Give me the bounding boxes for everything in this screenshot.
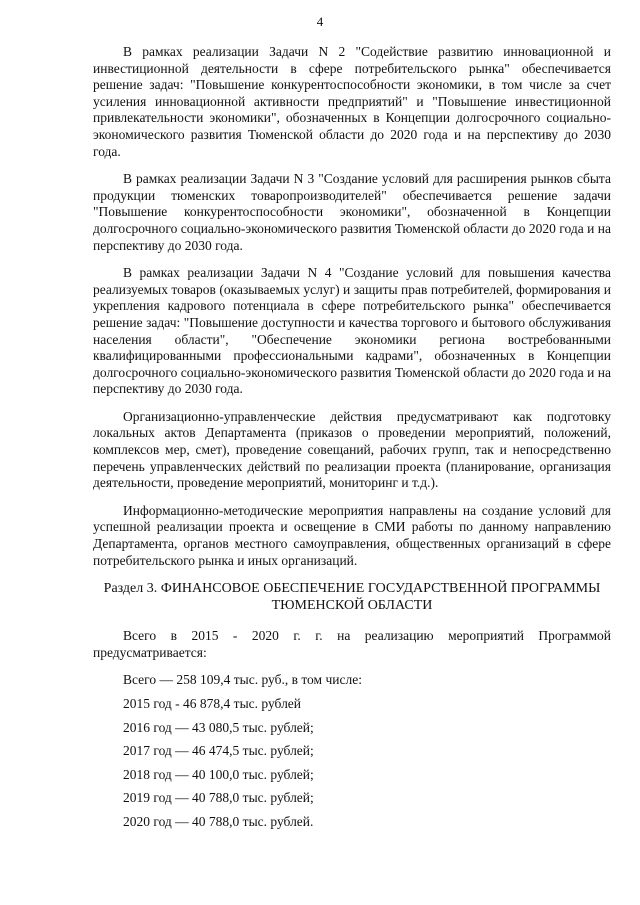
budget-year-2018: 2018 год — 40 100,0 тыс. рублей;	[123, 766, 314, 782]
section-heading: Раздел 3. ФИНАНСОВОЕ ОБЕСПЕЧЕНИЕ ГОСУДАРСТВЕННОЙ ПРОГРАММЫ ТЮМЕНСКОЙ ОБЛАСТИ	[103, 581, 601, 614]
paragraph-organizational-actions: Организационно-управленческие действия предусматривают как подготовку локальных актов Департамента (приказов о проведении мероприятий, положений, комплексов мер, смет), проведение совещаний, рабочих групп, так и непосредственно перечень управленческих действий по реализации проекта (планирование, организация деятельности, проведение мероприятий, мониторинг и т.д.).	[93, 408, 611, 491]
budget-year-2016: 2016 год — 43 080,5 тыс. рублей;	[123, 719, 314, 735]
budget-year-2020: 2020 год — 40 788,0 тыс. рублей.	[123, 813, 314, 829]
budget-year-2019: 2019 год — 40 788,0 тыс. рублей;	[123, 790, 314, 806]
budget-year-2015: 2015 год - 46 878,4 тыс. рублей	[123, 696, 302, 711]
page-number: 4	[316, 14, 324, 29]
paragraph-task-2: В рамках реализации Задачи N 2 "Содействие развитию инновационной и инвестиционной деятельности в сфере потребительского рынка" обеспечивается решение задач: "Повышение конкурентоспособности экономики, в том числе за счет усиления инновационной активности предприятий" и "Повышение инвестиционной привлекательности экономики", обозначенных в Концепции долгосрочного социально-экономического развития Тюменской области до 2020 года и на перспективу до 2030 года.	[93, 44, 611, 159]
paragraph-information-measures: Информационно-методические мероприятия направлены на создание условий для успешной реализации проекта и освещение в СМИ работы по данному направлению Департамента, органов местного самоуправления, общественных организаций в сфере потребительского рынка и иных организаций.	[93, 502, 611, 568]
document-body	[93, 44, 611, 838]
budget-list	[93, 672, 611, 830]
budget-year-2017: 2017 год — 46 474,5 тыс. рублей;	[123, 743, 314, 759]
paragraph-task-3: В рамках реализации Задачи N 3 "Создание условий для расширения рынков сбыта продукции тюменских товаропроизводителей" обеспечивается решение задачи "Повышение конкурентоспособности экономики", обозначенной в Концепции долгосрочного социально-экономического развития Тюменской области до 2020 года и на перспективу до 2030 года.	[93, 171, 611, 253]
budget-total: Всего — 258 109,4 тыс. руб., в том числе:	[123, 672, 362, 688]
paragraph-task-4: В рамках реализации Задачи N 4 "Создание условий для повышения качества реализуемых товаров (оказываемых услуг) и защиты прав потребителей, формирования и укрепления кадрового потенциала в сфере потребительского рынка" обеспечивается решение задач: "Повышение доступности и качества торгового и бытового обслуживания населения области", "Обеспечение экономики региона востребованными квалифицированными профессиональными кадрами", обозначенных в Концепции долгосрочного социально-экономического развития Тюменской области до 2020 года и на перспективу до 2030 года.	[93, 265, 611, 397]
funding-intro: Всего в 2015 - 2020 г. г. на реализацию мероприятий Программой предусматривается:	[93, 628, 611, 660]
